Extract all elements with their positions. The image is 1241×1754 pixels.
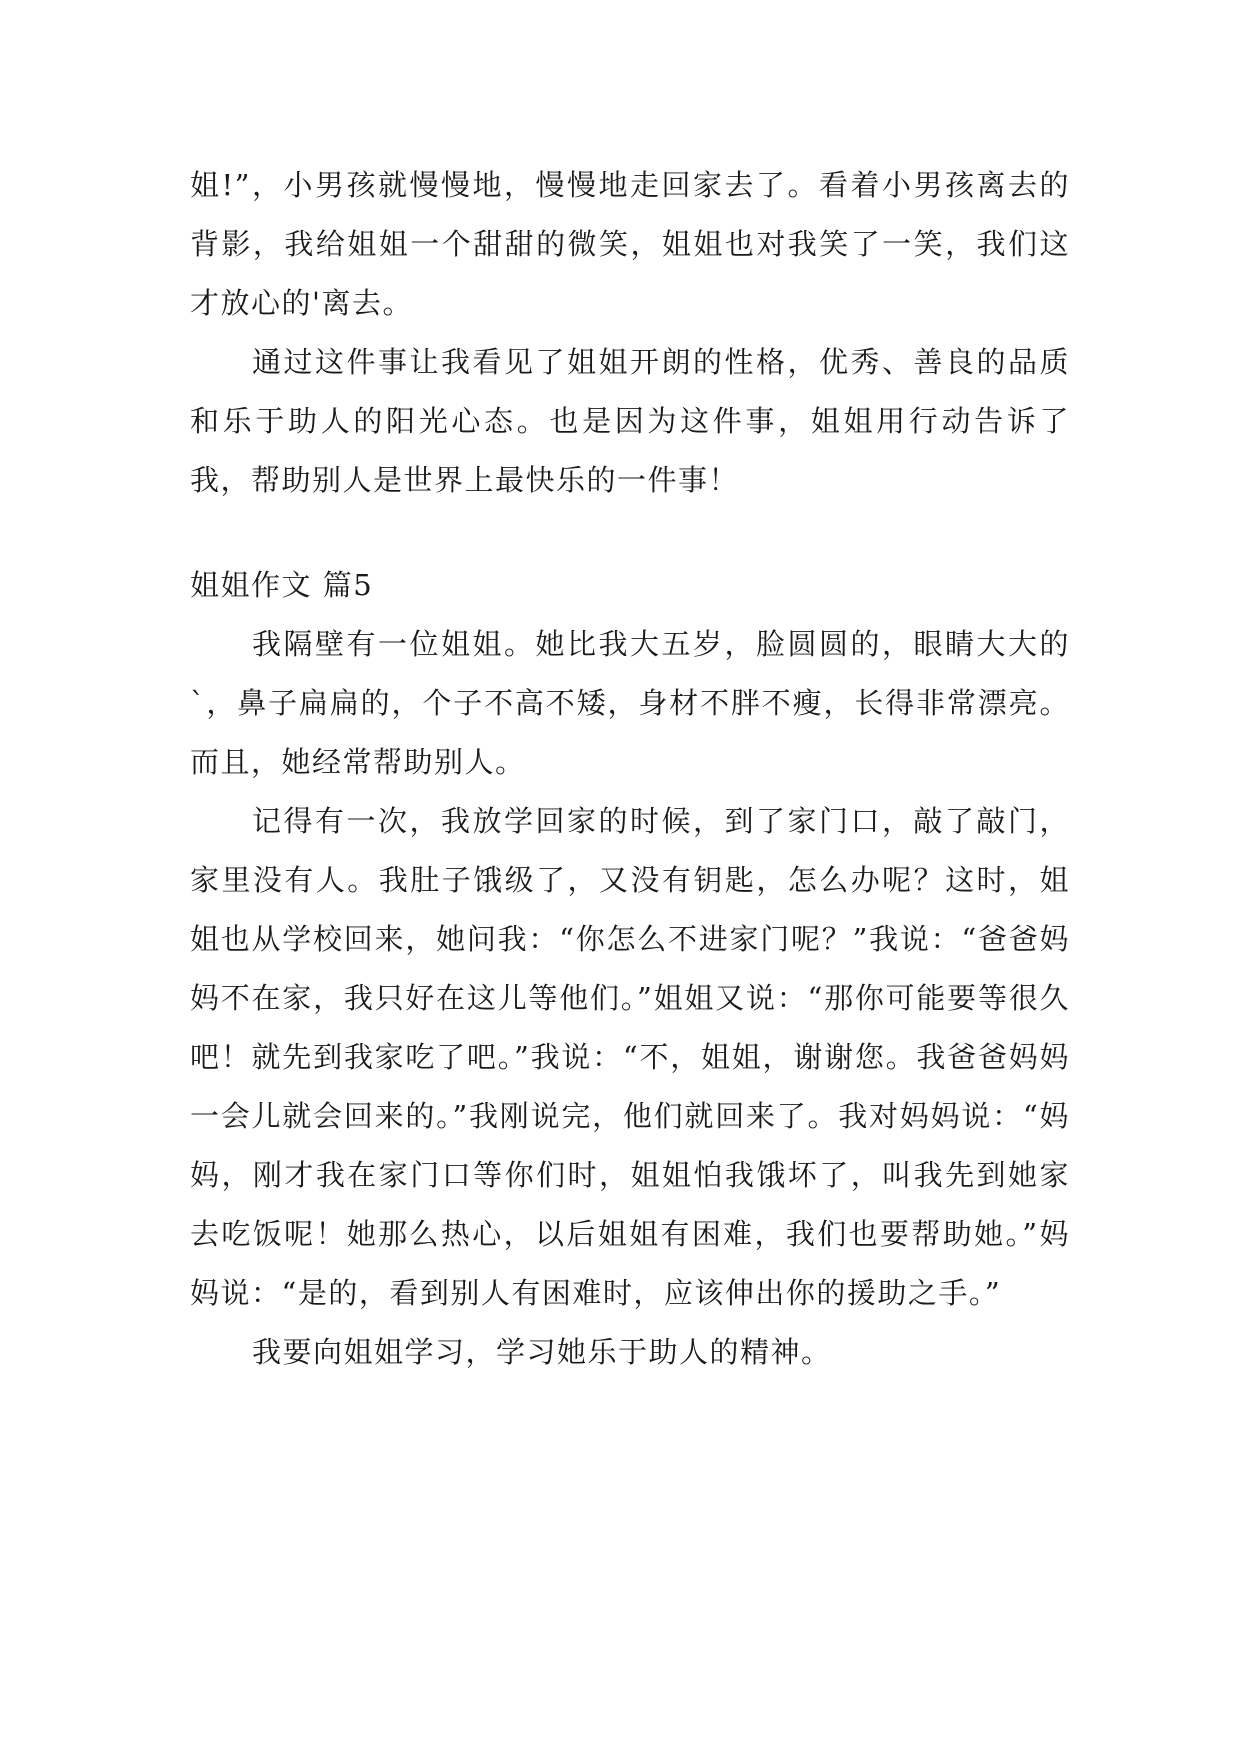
- section-heading: 姐姐作文 篇5: [190, 568, 374, 602]
- paragraph: 通过这件事让我看见了姐姐开朗的性格，优秀、善良的品质和乐于助人的阳光心态。也是因为这件事，姐姐用行动告诉了我，帮助别人是世界上最快乐的一件事！: [190, 345, 1070, 497]
- essay-section-5: [190, 556, 1070, 1382]
- paragraph: 我要向姐姐学习，学习她乐于助人的精神。: [252, 1335, 832, 1369]
- paragraph: 我隔壁有一位姐姐。她比我大五岁，脸圆圆的，眼睛大大的`，鼻子扁扁的，个子不高不矮，身材不胖不瘦，长得非常漂亮。而且，她经常帮助别人。: [190, 627, 1070, 779]
- essay-continuation: [190, 156, 1070, 510]
- paragraph: 姐!”，小男孩就慢慢地，慢慢地走回家去了。看着小男孩离去的背影，我给姐姐一个甜甜的微笑，姐姐也对我笑了一笑，我们这才放心的'离去。: [190, 168, 1070, 320]
- paragraph: 记得有一次，我放学回家的时候，到了家门口，敲了敲门，家里没有人。我肚子饿级了，又没有钥匙，怎么办呢？这时，姐姐也从学校回来，她问我：“你怎么不进家门呢？”我说：“爸爸妈妈不在家，我只好在这儿等他们。”姐姐又说：“那你可能要等很久吧！就先到我家吃了吧。”我说：“不，姐姐，谢谢您。我爸爸妈妈一会儿就会回来的。”我刚说完，他们就回来了。我对妈妈说：“妈妈，刚才我在家门口等你们时，姐姐怕我饿坏了，叫我先到她家去吃饭呢！她那么热心，以后姐姐有困难，我们也要帮助她。”妈妈说：“是的，看到别人有困难时，应该伸出你的援助之手。”: [190, 804, 1070, 1310]
